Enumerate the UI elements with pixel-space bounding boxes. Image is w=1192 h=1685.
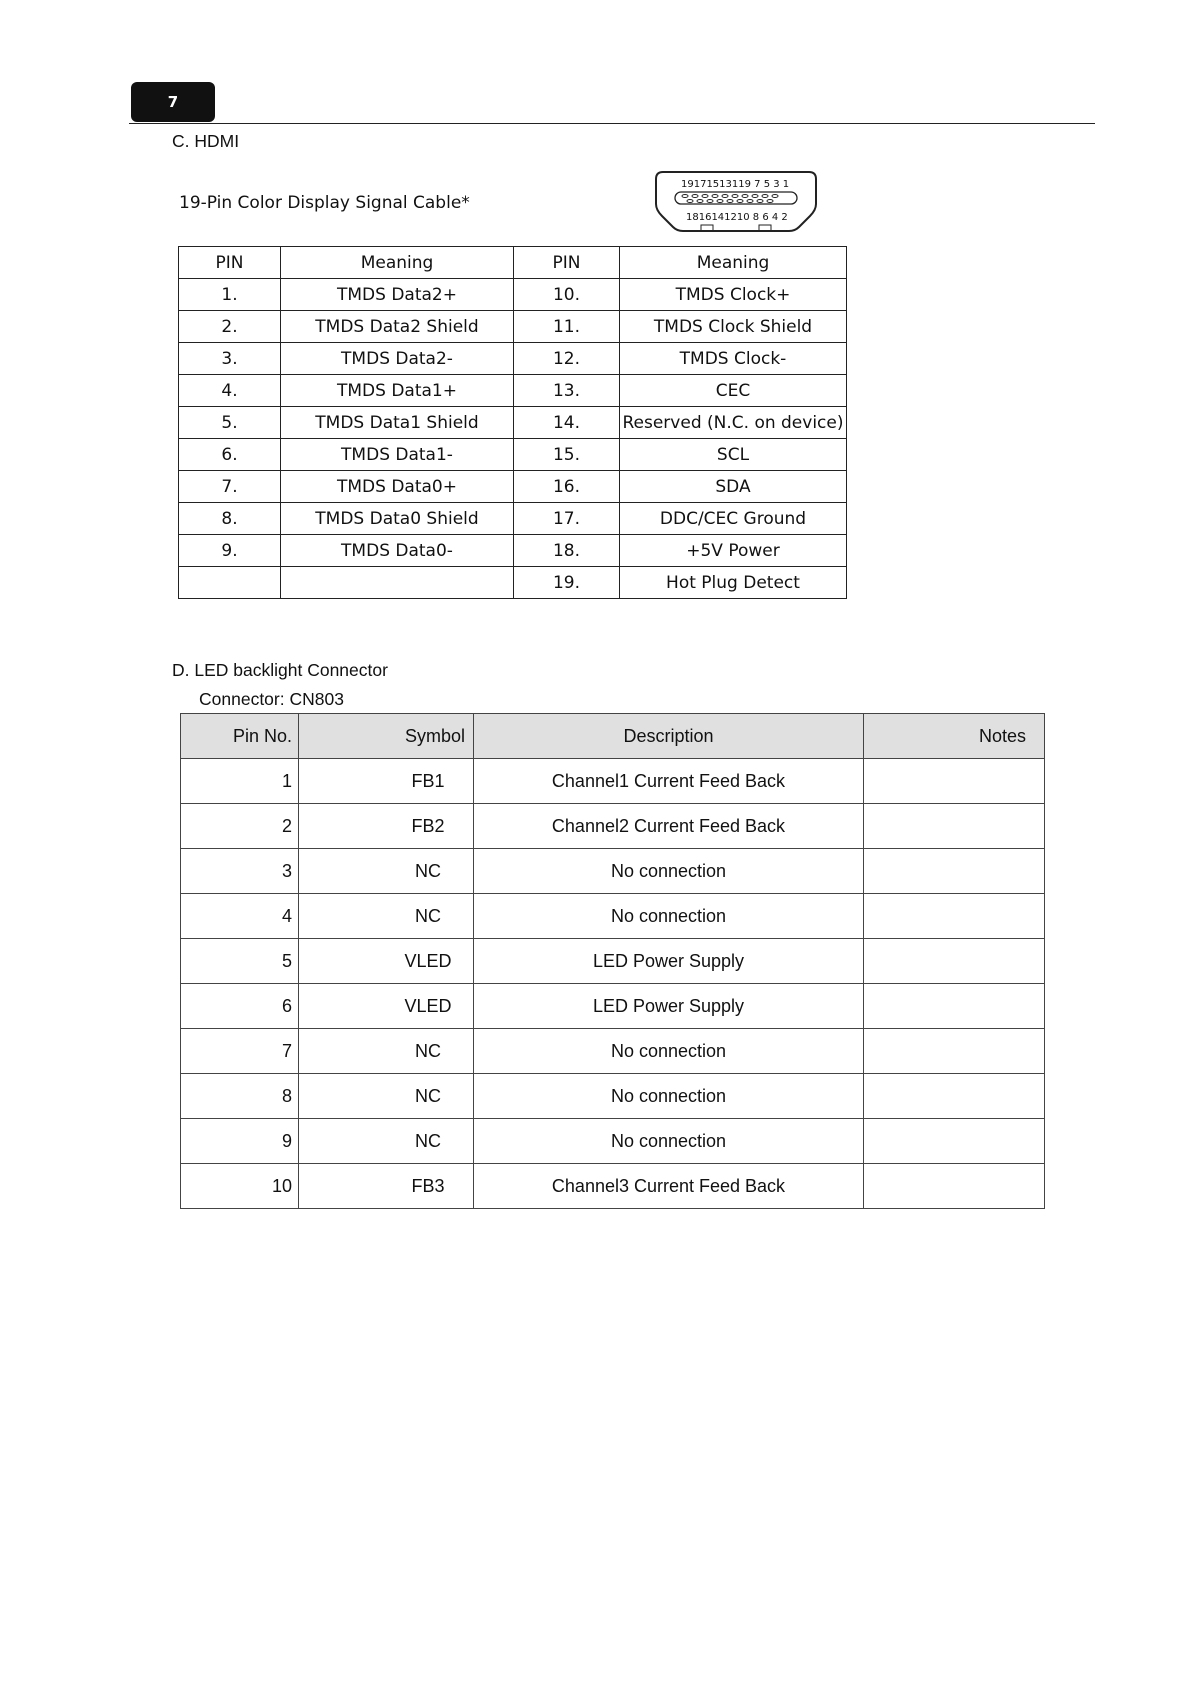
table-row bbox=[181, 849, 1045, 894]
hdmi-header-cell: Meaning bbox=[620, 247, 847, 279]
table-row bbox=[181, 984, 1045, 1029]
hdmi-pin-cell: 12. bbox=[514, 343, 620, 375]
hdmi-pin-cell: 13. bbox=[514, 375, 620, 407]
led-header-cell: Symbol bbox=[299, 714, 474, 759]
table-row bbox=[179, 279, 847, 311]
led-symbol-cell: NC bbox=[299, 849, 474, 894]
led-pin-cell: 2 bbox=[181, 804, 299, 849]
led-description-cell: No connection bbox=[474, 1029, 864, 1074]
table-row bbox=[179, 471, 847, 503]
led-description-cell: Channel3 Current Feed Back bbox=[474, 1164, 864, 1209]
table-row bbox=[181, 1164, 1045, 1209]
led-description-cell: Channel1 Current Feed Back bbox=[474, 759, 864, 804]
connector-bottom-pin-numbers: 1816141210 8 6 4 2 bbox=[686, 212, 788, 223]
page-number-tab bbox=[131, 82, 215, 122]
hdmi-pin-cell: 2. bbox=[179, 311, 281, 343]
led-symbol-cell: VLED bbox=[299, 939, 474, 984]
hdmi-meaning-cell: TMDS Data0- bbox=[281, 535, 514, 567]
table-row bbox=[179, 503, 847, 535]
hdmi-pin-cell: 18. bbox=[514, 535, 620, 567]
hdmi-meaning-cell bbox=[281, 567, 514, 599]
hdmi-pin-cell: 9. bbox=[179, 535, 281, 567]
hdmi-header-cell: Meaning bbox=[281, 247, 514, 279]
led-header-cell: Notes bbox=[864, 714, 1045, 759]
hdmi-pin-cell: 10. bbox=[514, 279, 620, 311]
led-symbol-cell: FB3 bbox=[299, 1164, 474, 1209]
hdmi-pin-cell: 17. bbox=[514, 503, 620, 535]
led-symbol-cell: FB2 bbox=[299, 804, 474, 849]
hdmi-header-cell: PIN bbox=[514, 247, 620, 279]
table-row bbox=[179, 375, 847, 407]
hdmi-pin-cell bbox=[179, 567, 281, 599]
led-symbol-cell: VLED bbox=[299, 984, 474, 1029]
led-pin-cell: 3 bbox=[181, 849, 299, 894]
table-row bbox=[181, 804, 1045, 849]
led-description-cell: LED Power Supply bbox=[474, 939, 864, 984]
led-notes-cell bbox=[864, 1119, 1045, 1164]
hdmi-meaning-cell: TMDS Data1+ bbox=[281, 375, 514, 407]
hdmi-pin-cell: 1. bbox=[179, 279, 281, 311]
hdmi-meaning-cell: TMDS Data2 Shield bbox=[281, 311, 514, 343]
led-description-cell: No connection bbox=[474, 1074, 864, 1119]
table-row bbox=[181, 939, 1045, 984]
led-notes-cell bbox=[864, 984, 1045, 1029]
table-row bbox=[181, 894, 1045, 939]
table-row bbox=[179, 407, 847, 439]
hdmi-pin-cell: 15. bbox=[514, 439, 620, 471]
led-notes-cell bbox=[864, 849, 1045, 894]
led-pin-cell: 7 bbox=[181, 1029, 299, 1074]
led-pin-cell: 8 bbox=[181, 1074, 299, 1119]
led-pin-cell: 10 bbox=[181, 1164, 299, 1209]
table-row bbox=[181, 1119, 1045, 1164]
led-notes-cell bbox=[864, 939, 1045, 984]
hdmi-header-cell: PIN bbox=[179, 247, 281, 279]
hdmi-meaning-cell: SCL bbox=[620, 439, 847, 471]
table-row bbox=[181, 1074, 1045, 1119]
hdmi-meaning-cell: TMDS Data0+ bbox=[281, 471, 514, 503]
hdmi-meaning-cell: DDC/CEC Ground bbox=[620, 503, 847, 535]
led-section-heading: D. LED backlight Connector bbox=[172, 660, 388, 680]
hdmi-meaning-cell: TMDS Data1- bbox=[281, 439, 514, 471]
hdmi-pinout-table bbox=[178, 246, 847, 599]
led-connector-label: Connector: CN803 bbox=[199, 689, 344, 709]
hdmi-table-header-row bbox=[179, 247, 847, 279]
hdmi-meaning-cell: TMDS Data2- bbox=[281, 343, 514, 375]
hdmi-pin-cell: 19. bbox=[514, 567, 620, 599]
page-number: 7 bbox=[167, 93, 179, 111]
led-header-cell: Description bbox=[474, 714, 864, 759]
led-symbol-cell: NC bbox=[299, 1029, 474, 1074]
led-description-cell: Channel2 Current Feed Back bbox=[474, 804, 864, 849]
hdmi-meaning-cell: Reserved (N.C. on device) bbox=[620, 407, 847, 439]
hdmi-meaning-cell: TMDS Data1 Shield bbox=[281, 407, 514, 439]
led-pin-cell: 4 bbox=[181, 894, 299, 939]
led-notes-cell bbox=[864, 1029, 1045, 1074]
table-row bbox=[179, 343, 847, 375]
led-pin-cell: 9 bbox=[181, 1119, 299, 1164]
hdmi-pin-cell: 14. bbox=[514, 407, 620, 439]
hdmi-meaning-cell: TMDS Clock+ bbox=[620, 279, 847, 311]
led-table-header-row bbox=[181, 714, 1045, 759]
header-divider bbox=[129, 123, 1095, 124]
hdmi-meaning-cell: TMDS Data2+ bbox=[281, 279, 514, 311]
led-notes-cell bbox=[864, 1164, 1045, 1209]
table-row bbox=[179, 567, 847, 599]
led-symbol-cell: NC bbox=[299, 894, 474, 939]
hdmi-connector-icon bbox=[653, 170, 819, 234]
hdmi-meaning-cell: TMDS Data0 Shield bbox=[281, 503, 514, 535]
led-pin-cell: 5 bbox=[181, 939, 299, 984]
led-pin-cell: 1 bbox=[181, 759, 299, 804]
hdmi-pin-cell: 8. bbox=[179, 503, 281, 535]
table-row bbox=[179, 439, 847, 471]
table-row bbox=[179, 311, 847, 343]
led-pin-cell: 6 bbox=[181, 984, 299, 1029]
hdmi-meaning-cell: Hot Plug Detect bbox=[620, 567, 847, 599]
hdmi-pin-cell: 3. bbox=[179, 343, 281, 375]
hdmi-pin-cell: 4. bbox=[179, 375, 281, 407]
led-notes-cell bbox=[864, 804, 1045, 849]
hdmi-pin-cell: 11. bbox=[514, 311, 620, 343]
hdmi-meaning-cell: TMDS Clock Shield bbox=[620, 311, 847, 343]
hdmi-section-heading: C. HDMI bbox=[172, 131, 240, 151]
hdmi-meaning-cell: +5V Power bbox=[620, 535, 847, 567]
led-notes-cell bbox=[864, 759, 1045, 804]
hdmi-meaning-cell: SDA bbox=[620, 471, 847, 503]
led-description-cell: No connection bbox=[474, 1119, 864, 1164]
table-row bbox=[181, 759, 1045, 804]
hdmi-meaning-cell: CEC bbox=[620, 375, 847, 407]
table-row bbox=[181, 1029, 1045, 1074]
hdmi-pin-cell: 6. bbox=[179, 439, 281, 471]
hdmi-pin-cell: 5. bbox=[179, 407, 281, 439]
led-description-cell: No connection bbox=[474, 894, 864, 939]
led-symbol-cell: NC bbox=[299, 1074, 474, 1119]
hdmi-meaning-cell: TMDS Clock- bbox=[620, 343, 847, 375]
connector-top-pin-numbers: 19171513119 7 5 3 1 bbox=[681, 179, 790, 190]
led-connector-table bbox=[180, 713, 1045, 1209]
led-symbol-cell: NC bbox=[299, 1119, 474, 1164]
led-symbol-cell: FB1 bbox=[299, 759, 474, 804]
led-header-cell: Pin No. bbox=[181, 714, 299, 759]
hdmi-pin-cell: 16. bbox=[514, 471, 620, 503]
led-description-cell: No connection bbox=[474, 849, 864, 894]
led-notes-cell bbox=[864, 1074, 1045, 1119]
led-description-cell: LED Power Supply bbox=[474, 984, 864, 1029]
hdmi-pin-cell: 7. bbox=[179, 471, 281, 503]
led-notes-cell bbox=[864, 894, 1045, 939]
table-row bbox=[179, 535, 847, 567]
hdmi-table-caption: 19-Pin Color Display Signal Cable* bbox=[179, 193, 470, 213]
